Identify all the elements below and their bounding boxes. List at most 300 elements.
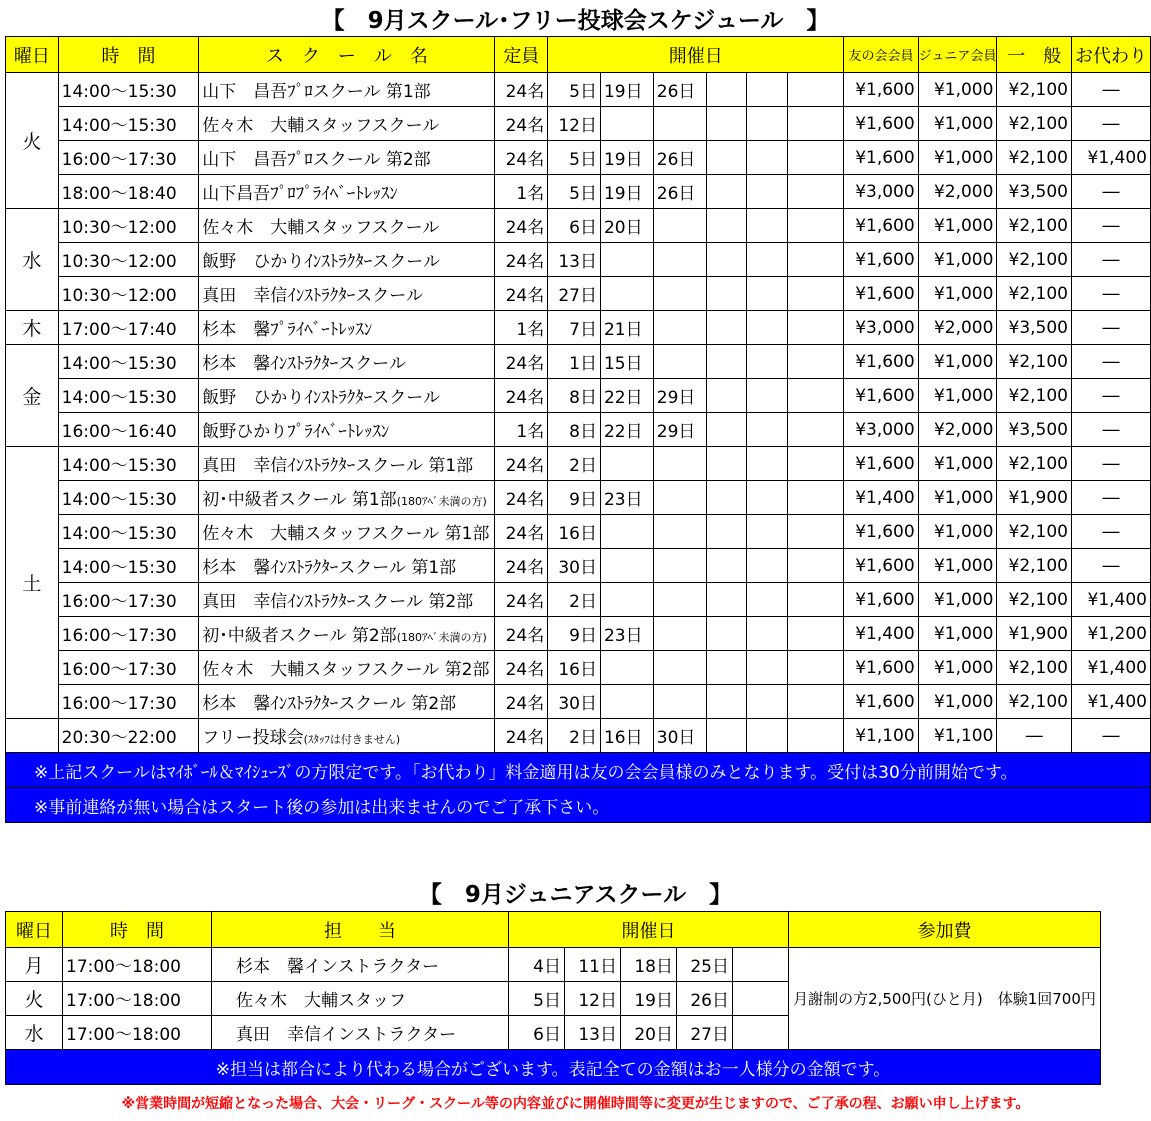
date-cell — [653, 243, 706, 277]
date-cell — [600, 107, 653, 141]
member-price-cell: ¥1,600 — [844, 209, 918, 243]
time-cell: 16:00～17:30 — [58, 617, 199, 651]
date-cell-empty — [706, 243, 747, 277]
school-name-cell — [199, 515, 495, 549]
junior-date-cell: 19日 — [621, 982, 677, 1016]
general-price-cell: ¥2,100 — [997, 651, 1072, 685]
junior-date-cell: 18日 — [621, 948, 677, 982]
junior-price-cell: ¥1,100 — [918, 719, 997, 753]
school-name: 山下昌吾ﾌﾟﾛﾌﾟﾗｲﾍﾞｰﾄﾚｯｽﾝ — [202, 184, 398, 204]
refill-price-cell: ― — [1072, 107, 1151, 141]
day-cell-wed: 水 — [6, 209, 59, 311]
notice-row — [6, 788, 1151, 823]
school-name: フリー投球会 — [202, 728, 304, 748]
member-price-cell: ¥1,400 — [844, 617, 918, 651]
table-row — [6, 685, 1151, 719]
capacity-cell: 24名 — [495, 447, 548, 481]
junior-header-time: 時 間 — [63, 912, 212, 948]
member-price-cell: ¥1,100 — [844, 719, 918, 753]
date-cell: 5日 — [548, 175, 601, 209]
header-capacity: 定員 — [495, 37, 548, 73]
table-row — [6, 617, 1151, 651]
junior-day-cell: 火 — [6, 982, 63, 1016]
date-cell-empty — [706, 345, 747, 379]
school-name-cell — [199, 549, 495, 583]
capacity-cell: 24名 — [495, 243, 548, 277]
date-cell — [653, 311, 706, 345]
general-price-cell: ¥2,100 — [997, 345, 1072, 379]
date-cell-empty — [706, 719, 747, 753]
date-cell-empty — [706, 515, 747, 549]
junior-title: 【 9月ジュニアスクール 】 — [418, 882, 733, 908]
junior-price-cell: ¥1,000 — [918, 481, 997, 515]
refill-price-cell: ― — [1072, 345, 1151, 379]
date-cell — [600, 583, 653, 617]
school-name: 真田 幸信ｲﾝｽﾄﾗｸﾀｰスクール 第2部 — [202, 592, 474, 612]
date-cell-empty — [747, 379, 788, 413]
junior-date-cell: 13日 — [565, 1016, 621, 1050]
date-cell — [600, 277, 653, 311]
junior-date-cell: 25日 — [677, 948, 733, 982]
date-cell-empty — [706, 685, 747, 719]
capacity-cell: 24名 — [495, 379, 548, 413]
junior-time-cell: 17:00～18:00 — [63, 948, 212, 982]
junior-staff-cell: 真田 幸信インストラクター — [212, 1016, 509, 1050]
header-member: 友の会会員 — [844, 37, 918, 73]
date-cell: 30日 — [548, 549, 601, 583]
refill-price-cell: ― — [1072, 379, 1151, 413]
school-name: 真田 幸信ｲﾝｽﾄﾗｸﾀｰスクール 第1部 — [202, 456, 474, 476]
member-price-cell: ¥1,600 — [844, 549, 918, 583]
date-cell — [653, 107, 706, 141]
date-cell — [653, 583, 706, 617]
date-cell: 12日 — [548, 107, 601, 141]
school-name: 杉本 馨ｲﾝｽﾄﾗｸﾀｰスクール 第2部 — [202, 694, 457, 714]
table-row — [6, 175, 1151, 209]
date-cell-empty — [706, 141, 747, 175]
junior-date-cell: 26日 — [677, 982, 733, 1016]
day-cell-thu: 木 — [6, 311, 59, 345]
date-cell-empty — [733, 1016, 789, 1050]
date-cell-empty — [788, 413, 844, 447]
date-cell: 22日 — [600, 379, 653, 413]
date-cell: 29日 — [653, 379, 706, 413]
date-cell-empty — [788, 379, 844, 413]
junior-price-cell: ¥1,000 — [918, 583, 997, 617]
date-cell-empty — [788, 175, 844, 209]
capacity-cell: 1名 — [495, 311, 548, 345]
general-price-cell: ¥2,100 — [997, 107, 1072, 141]
date-cell: 16日 — [600, 719, 653, 753]
junior-time-cell: 17:00～18:00 — [63, 1016, 212, 1050]
junior-schedule-table — [5, 911, 1101, 1085]
time-cell: 14:00～15:30 — [58, 549, 199, 583]
junior-header-day: 曜日 — [6, 912, 63, 948]
day-cell-sat: 土 — [6, 447, 59, 719]
capacity-cell: 24名 — [495, 549, 548, 583]
date-cell-empty — [706, 107, 747, 141]
capacity-cell: 24名 — [495, 73, 548, 107]
time-cell: 10:30～12:00 — [58, 277, 199, 311]
school-name: 初･中級者スクール 第1部 — [202, 490, 397, 510]
school-name: 佐々木 大輔スタッフスクール — [202, 116, 440, 136]
date-cell: 21日 — [600, 311, 653, 345]
date-cell-empty — [747, 447, 788, 481]
time-cell: 16:00～17:30 — [58, 141, 199, 175]
junior-date-cell: 11日 — [565, 948, 621, 982]
date-cell-empty — [788, 73, 844, 107]
school-name: 杉本 馨ｲﾝｽﾄﾗｸﾀｰスクール — [202, 354, 406, 374]
date-cell-empty — [706, 651, 747, 685]
date-cell-empty — [706, 209, 747, 243]
time-cell: 16:00～17:30 — [58, 685, 199, 719]
date-cell — [653, 481, 706, 515]
junior-header-row — [6, 912, 1101, 948]
date-cell-empty — [788, 209, 844, 243]
date-cell: 7日 — [548, 311, 601, 345]
junior-price-cell: ¥1,000 — [918, 447, 997, 481]
day-cell-tue: 火 — [6, 73, 59, 209]
date-cell-empty — [706, 583, 747, 617]
refill-price-cell: ― — [1072, 311, 1151, 345]
date-cell-empty — [788, 277, 844, 311]
junior-price-cell: ¥2,000 — [918, 413, 997, 447]
junior-price-cell: ¥1,000 — [918, 243, 997, 277]
date-cell-empty — [747, 175, 788, 209]
school-name: 杉本 馨ｲﾝｽﾄﾗｸﾀｰスクール 第1部 — [202, 558, 457, 578]
school-name-cell — [199, 481, 495, 515]
time-cell: 14:00～15:30 — [58, 379, 199, 413]
general-price-cell: ― — [997, 719, 1072, 753]
general-price-cell: ¥2,100 — [997, 379, 1072, 413]
date-cell-empty — [747, 243, 788, 277]
general-price-cell: ¥1,900 — [997, 481, 1072, 515]
table-header-row — [6, 37, 1151, 73]
refill-price-cell: ― — [1072, 413, 1151, 447]
school-name-note: (180ｱﾍﾞ未満の方) — [396, 631, 487, 644]
member-price-cell: ¥3,000 — [844, 311, 918, 345]
date-cell-empty — [788, 583, 844, 617]
date-cell: 1日 — [548, 345, 601, 379]
junior-price-cell: ¥1,000 — [918, 651, 997, 685]
date-cell-empty — [747, 209, 788, 243]
school-name: 真田 幸信ｲﾝｽﾄﾗｸﾀｰスクール — [202, 286, 423, 306]
general-price-cell: ¥2,100 — [997, 277, 1072, 311]
time-cell: 16:00～17:30 — [58, 583, 199, 617]
date-cell-empty — [747, 651, 788, 685]
date-cell-empty — [747, 583, 788, 617]
time-cell: 14:00～15:30 — [58, 515, 199, 549]
time-cell: 16:00～17:30 — [58, 651, 199, 685]
date-cell: 26日 — [653, 141, 706, 175]
date-cell — [653, 447, 706, 481]
school-name-cell — [199, 107, 495, 141]
junior-header-staff: 担 当 — [212, 912, 509, 948]
time-cell: 10:30～12:00 — [58, 209, 199, 243]
general-price-cell: ¥2,100 — [997, 685, 1072, 719]
junior-price-cell: ¥2,000 — [918, 175, 997, 209]
time-cell: 17:00～17:40 — [58, 311, 199, 345]
refill-price-cell: ― — [1072, 719, 1151, 753]
junior-day-cell: 月 — [6, 948, 63, 982]
date-cell-empty — [747, 549, 788, 583]
date-cell-empty — [788, 447, 844, 481]
school-name-cell — [199, 379, 495, 413]
general-price-cell: ¥2,100 — [997, 549, 1072, 583]
junior-date-cell: 12日 — [565, 982, 621, 1016]
date-cell-empty — [747, 107, 788, 141]
capacity-cell: 1名 — [495, 413, 548, 447]
date-cell: 19日 — [600, 175, 653, 209]
header-day: 曜日 — [6, 37, 59, 73]
date-cell-empty — [747, 345, 788, 379]
date-cell — [600, 243, 653, 277]
date-cell: 15日 — [600, 345, 653, 379]
time-cell: 18:00～18:40 — [58, 175, 199, 209]
table-row — [6, 651, 1151, 685]
junior-price-cell: ¥1,000 — [918, 515, 997, 549]
member-price-cell: ¥1,600 — [844, 243, 918, 277]
refill-price-cell: ¥1,400 — [1072, 651, 1151, 685]
date-cell-empty — [788, 617, 844, 651]
date-cell-empty — [747, 719, 788, 753]
date-cell — [653, 549, 706, 583]
refill-price-cell: ― — [1072, 447, 1151, 481]
time-cell: 14:00～15:30 — [58, 107, 199, 141]
junior-price-cell: ¥2,000 — [918, 311, 997, 345]
junior-price-cell: ¥1,000 — [918, 617, 997, 651]
header-school: ス ク ー ル 名 — [199, 37, 495, 73]
table-row — [6, 311, 1151, 345]
school-name-cell — [199, 209, 495, 243]
schedule-title: 【 9月スクール･フリー投球会スケジュール 】 — [321, 8, 830, 34]
capacity-cell: 24名 — [495, 107, 548, 141]
date-cell — [653, 277, 706, 311]
general-price-cell: ¥3,500 — [997, 311, 1072, 345]
junior-date-cell: 27日 — [677, 1016, 733, 1050]
date-cell: 29日 — [653, 413, 706, 447]
school-name: 杉本 馨ﾌﾟﾗｲﾍﾞｰﾄﾚｯｽﾝ — [202, 320, 373, 340]
date-cell-empty — [733, 948, 789, 982]
header-general: 一 般 — [997, 37, 1072, 73]
date-cell — [653, 685, 706, 719]
refill-price-cell: ¥1,400 — [1072, 685, 1151, 719]
junior-price-cell: ¥1,000 — [918, 73, 997, 107]
time-cell: 14:00～15:30 — [58, 447, 199, 481]
date-cell-empty — [788, 141, 844, 175]
capacity-cell: 24名 — [495, 141, 548, 175]
time-cell: 14:00～15:30 — [58, 73, 199, 107]
member-price-cell: ¥1,600 — [844, 345, 918, 379]
date-cell — [600, 447, 653, 481]
header-time: 時 間 — [58, 37, 199, 73]
date-cell: 19日 — [600, 73, 653, 107]
member-price-cell: ¥1,600 — [844, 379, 918, 413]
date-cell — [653, 345, 706, 379]
table-row — [6, 447, 1151, 481]
date-cell-empty — [733, 982, 789, 1016]
table-row — [6, 515, 1151, 549]
date-cell — [600, 549, 653, 583]
school-name-note: (180ｱﾍﾞ未満の方) — [396, 495, 487, 508]
school-name-cell — [199, 141, 495, 175]
date-cell: 8日 — [548, 379, 601, 413]
general-price-cell: ¥3,500 — [997, 175, 1072, 209]
member-price-cell: ¥1,600 — [844, 73, 918, 107]
junior-price-cell: ¥1,000 — [918, 107, 997, 141]
notice-row — [6, 753, 1151, 788]
table-row — [6, 481, 1151, 515]
date-cell — [600, 515, 653, 549]
school-name-cell — [199, 175, 495, 209]
date-cell: 22日 — [600, 413, 653, 447]
capacity-cell: 24名 — [495, 277, 548, 311]
school-name: 飯野 ひかりｲﾝｽﾄﾗｸﾀｰスクール — [202, 388, 440, 408]
day-cell-empty — [6, 719, 59, 753]
refill-price-cell: ¥1,400 — [1072, 141, 1151, 175]
notice-text: ※上記スクールはﾏｲﾎﾞｰﾙ＆ﾏｲｼｭｰｽﾞの方限定です。「お代わり」料金適用は友の会会員様のみとなります。受付は30分前開始です。 — [6, 753, 1151, 788]
refill-price-cell: ― — [1072, 549, 1151, 583]
refill-price-cell: ― — [1072, 209, 1151, 243]
school-name-cell — [199, 583, 495, 617]
school-schedule-table — [5, 36, 1151, 823]
general-price-cell: ¥2,100 — [997, 73, 1072, 107]
school-name: 佐々木 大輔スタッフスクール — [202, 218, 440, 238]
date-cell: 9日 — [548, 617, 601, 651]
date-cell — [653, 651, 706, 685]
school-name: 佐々木 大輔スタッフスクール 第1部 — [202, 524, 490, 544]
junior-date-cell: 20日 — [621, 1016, 677, 1050]
school-name: 飯野ひかりﾌﾟﾗｲﾍﾞｰﾄﾚｯｽﾝ — [202, 422, 390, 442]
school-name-cell — [199, 719, 495, 753]
date-cell: 16日 — [548, 651, 601, 685]
junior-price-cell: ¥1,000 — [918, 685, 997, 719]
member-price-cell: ¥3,000 — [844, 175, 918, 209]
junior-date-cell: 5日 — [509, 982, 565, 1016]
table-row — [6, 549, 1151, 583]
junior-row — [6, 948, 1101, 982]
junior-price-cell: ¥1,000 — [918, 549, 997, 583]
date-cell-empty — [788, 243, 844, 277]
date-cell-empty — [706, 311, 747, 345]
school-name: 初･中級者スクール 第2部 — [202, 626, 397, 646]
date-cell-empty — [706, 277, 747, 311]
date-cell — [653, 209, 706, 243]
table-row — [6, 243, 1151, 277]
refill-price-cell: ― — [1072, 243, 1151, 277]
junior-price-cell: ¥1,000 — [918, 379, 997, 413]
refill-price-cell: ― — [1072, 277, 1151, 311]
date-cell: 5日 — [548, 141, 601, 175]
header-junior: ジュニア会員 — [918, 37, 997, 73]
school-name-cell — [199, 277, 495, 311]
junior-day-cell: 水 — [6, 1016, 63, 1050]
date-cell: 26日 — [653, 175, 706, 209]
date-cell-empty — [788, 651, 844, 685]
date-cell-empty — [747, 481, 788, 515]
junior-notice-text: ※担当は都合により代わる場合がございます。表記全ての金額はお一人様分の金額です。 — [6, 1050, 1101, 1085]
date-cell-empty — [747, 617, 788, 651]
general-price-cell: ¥2,100 — [997, 583, 1072, 617]
junior-header-fee: 参加費 — [789, 912, 1101, 948]
date-cell: 2日 — [548, 583, 601, 617]
school-name-cell — [199, 685, 495, 719]
date-cell — [600, 685, 653, 719]
junior-fee-cell: 月謝制の方2,500円(ひと月) 体験1回700円 — [789, 948, 1101, 1050]
school-name: 山下 昌吾ﾌﾟﾛスクール 第1部 — [202, 82, 431, 102]
date-cell: 5日 — [548, 73, 601, 107]
date-cell-empty — [788, 107, 844, 141]
capacity-cell: 24名 — [495, 617, 548, 651]
date-cell: 8日 — [548, 413, 601, 447]
date-cell: 19日 — [600, 141, 653, 175]
capacity-cell: 24名 — [495, 685, 548, 719]
capacity-cell: 24名 — [495, 719, 548, 753]
date-cell: 26日 — [653, 73, 706, 107]
date-cell — [653, 515, 706, 549]
member-price-cell: ¥1,600 — [844, 141, 918, 175]
junior-price-cell: ¥1,000 — [918, 141, 997, 175]
capacity-cell: 1名 — [495, 175, 548, 209]
school-name-cell — [199, 311, 495, 345]
junior-price-cell: ¥1,000 — [918, 277, 997, 311]
date-cell-empty — [788, 549, 844, 583]
date-cell-empty — [747, 515, 788, 549]
school-name-cell — [199, 243, 495, 277]
day-cell-fri: 金 — [6, 345, 59, 447]
school-name-cell — [199, 413, 495, 447]
business-hours-note: ※営業時間が短縮となった場合、大会・リーグ・スクール等の内容並びに開催時間等に変更が生じますので、ご了承の程、お願い申し上げます。 — [121, 1096, 1030, 1112]
member-price-cell: ¥1,600 — [844, 651, 918, 685]
table-row — [6, 583, 1151, 617]
member-price-cell: ¥1,600 — [844, 515, 918, 549]
capacity-cell: 24名 — [495, 651, 548, 685]
date-cell-empty — [706, 481, 747, 515]
notice-text: ※事前連絡が無い場合はスタート後の参加は出来ませんのでご了承下さい。 — [6, 788, 1151, 823]
general-price-cell: ¥2,100 — [997, 209, 1072, 243]
date-cell: 27日 — [548, 277, 601, 311]
refill-price-cell: ― — [1072, 481, 1151, 515]
school-name: 山下 昌吾ﾌﾟﾛスクール 第2部 — [202, 150, 431, 170]
school-name: 飯野 ひかりｲﾝｽﾄﾗｸﾀｰスクール — [202, 252, 440, 272]
date-cell: 6日 — [548, 209, 601, 243]
member-price-cell: ¥1,600 — [844, 107, 918, 141]
member-price-cell: ¥1,600 — [844, 447, 918, 481]
date-cell-empty — [788, 311, 844, 345]
date-cell-empty — [706, 73, 747, 107]
refill-price-cell: ¥1,200 — [1072, 617, 1151, 651]
member-price-cell: ¥3,000 — [844, 413, 918, 447]
date-cell: 30日 — [653, 719, 706, 753]
date-cell-empty — [706, 617, 747, 651]
refill-price-cell: ¥1,400 — [1072, 583, 1151, 617]
junior-staff-cell: 佐々木 大輔スタッフ — [212, 982, 509, 1016]
date-cell: 30日 — [548, 685, 601, 719]
time-cell: 10:30～12:00 — [58, 243, 199, 277]
school-name-cell — [199, 651, 495, 685]
date-cell: 23日 — [600, 617, 653, 651]
junior-price-cell: ¥1,000 — [918, 209, 997, 243]
date-cell: 9日 — [548, 481, 601, 515]
date-cell-empty — [788, 685, 844, 719]
date-cell-empty — [747, 73, 788, 107]
capacity-cell: 24名 — [495, 583, 548, 617]
date-cell-empty — [747, 311, 788, 345]
junior-staff-cell: 杉本 馨インストラクター — [212, 948, 509, 982]
refill-price-cell: ― — [1072, 175, 1151, 209]
member-price-cell: ¥1,600 — [844, 583, 918, 617]
table-row — [6, 141, 1151, 175]
